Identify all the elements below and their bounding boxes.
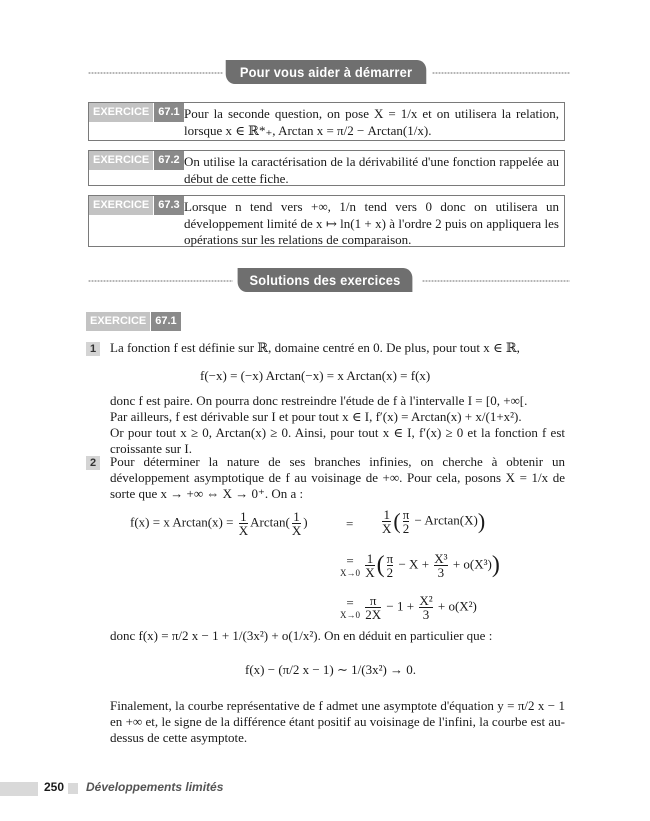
help-section-header <box>80 60 570 84</box>
solutions-section-title: Solutions des exercices <box>238 268 413 292</box>
exercise-tag-number: 67.3 <box>154 196 183 215</box>
fraction: $\frac{1}{X}$ <box>365 551 375 580</box>
exercise-tag <box>89 196 184 215</box>
q2-development-line-3: = X→0 $\frac{\pi}{2X}$ − 1 + $\frac{\text{X²}}{3}$ + o(X²) <box>340 593 477 622</box>
fraction: $\frac{\pi}{2X}$ <box>365 593 382 622</box>
exercise-tag-number: 67.1 <box>154 103 183 122</box>
help-text-content: Pour la seconde question, on pose X = 1/x et on utilisera la relation, lorsque x ∈ ℝ*₊, Arctan x = π/2 − Arctan(1/x). <box>184 106 559 138</box>
fraction: $\frac{\text{X³}}{3}$ <box>434 551 448 580</box>
q2-development-rhs-1: $\frac{1}{X}$ ( $\frac{\pi}{2}$ − Arctan(X)) <box>382 507 486 536</box>
page-number: 250 <box>44 780 65 794</box>
q2-final: Finalement, la courbe représentative de f admet une asymptote d'équation y = π/2 x − 1 en +∞ et, le signe de la différence étant positif au voisinage de l'infini, la courbe est au-dessus de cette asymptote. <box>110 698 565 745</box>
q2-development-line-1: f(x) = x Arctan(x) = $\frac{1}{X}$ Arctan( $\frac{1}{X}$ ) <box>130 509 308 538</box>
q1-paragraph <box>110 393 565 457</box>
q2-limit: f(x) − (π/2 x − 1) ∼ 1/(3x²) → 0. <box>245 662 417 677</box>
fraction: $\frac{\pi}{2}$ <box>402 507 410 536</box>
question-number: 2 <box>86 456 100 470</box>
equals-sign: = <box>346 516 354 531</box>
fraction: $\frac{1}{X}$ <box>382 507 392 536</box>
help-box-67-2 <box>88 150 565 186</box>
q1-formula: f(−x) = (−x) Arctan(−x) = x Arctan(x) = f(x) <box>200 368 431 383</box>
help-section-title: Pour vous aider à démarrer <box>226 60 427 84</box>
exercise-tag-number: 67.1 <box>151 312 180 331</box>
equiv-symbol: = X→0 <box>340 595 360 620</box>
help-text <box>184 199 559 249</box>
solution-exercise-tag <box>86 312 181 331</box>
solutions-section-header <box>80 268 570 292</box>
exercise-tag-label: EXERCICE <box>89 196 153 215</box>
dotted-rule-left <box>88 279 233 283</box>
dotted-rule-left <box>88 71 223 75</box>
chapter-title: Développements limités <box>86 780 224 794</box>
question-number: 1 <box>86 342 100 356</box>
exercise-tag-label: EXERCICE <box>86 312 150 331</box>
help-text-content: On utilise la caractérisation de la dérivabilité d'une fonction rappelée au début de cette fiche. <box>184 154 559 186</box>
fraction: $\frac{\pi}{2}$ <box>386 551 394 580</box>
exercise-tag <box>89 151 184 170</box>
help-text-content: Lorsque n tend vers +∞, 1/n tend vers 0 donc on utilisera un développement limité de x ↦ ln(1 + x) à l'ordre 2 puis on appliquera les opérations sur les relations de comparaison. <box>184 199 559 247</box>
q2-intro: Pour déterminer la nature de ses branches infinies, on cherche à obtenir un développement asymptotique de f au voisinage de +∞. Pour cela, posons X = 1/x de sorte que x → +∞ ⇔ X → 0⁺. On a : <box>110 454 565 501</box>
help-box-67-1 <box>88 102 565 141</box>
help-text <box>184 106 559 139</box>
page-footer <box>0 779 650 799</box>
footer-bar <box>0 782 38 796</box>
help-text <box>184 154 559 187</box>
help-box-67-3 <box>88 195 565 247</box>
q1-parity-text: donc f est paire. On pourra donc restreindre l'étude de f à l'intervalle I = [0, +∞[. <box>110 393 528 408</box>
exercise-tag-number: 67.2 <box>154 151 183 170</box>
fraction: $\frac{\text{X²}}{3}$ <box>419 593 433 622</box>
q1-intro: La fonction f est définie sur ℝ, domaine centré en 0. De plus, pour tout x ∈ ℝ, <box>110 340 520 355</box>
q1-monotonic-text: Or pour tout x ≥ 0, Arctan(x) ≥ 0. Ainsi, pour tout x ∈ I, f′(x) ≥ 0 et la fonction f est croissante sur I. <box>110 425 565 456</box>
exercise-tag-label: EXERCICE <box>89 151 153 170</box>
q2-conclusion: donc f(x) = π/2 x − 1 + 1/(3x²) + o(1/x²). On en déduit en particulier que : <box>110 628 493 643</box>
fraction: $\frac{1}{X}$ <box>238 509 249 538</box>
fraction: $\frac{1}{X}$ <box>291 509 302 538</box>
q2-development-line-2: = X→0 $\frac{1}{X}$ ( $\frac{\pi}{2}$ − X + $\frac{\text{X³}}{3}$ + o(X³)) <box>340 551 500 580</box>
dotted-rule-right <box>432 71 570 75</box>
dotted-rule-right <box>422 279 570 283</box>
footer-square <box>68 783 78 794</box>
equiv-symbol: = X→0 <box>340 553 360 578</box>
q1-derivative-text: Par ailleurs, f est dérivable sur I et pour tout x ∈ I, f′(x) = Arctan(x) + x/(1+x²). <box>110 409 522 424</box>
exercise-tag <box>89 103 184 122</box>
exercise-tag-label: EXERCICE <box>89 103 153 122</box>
